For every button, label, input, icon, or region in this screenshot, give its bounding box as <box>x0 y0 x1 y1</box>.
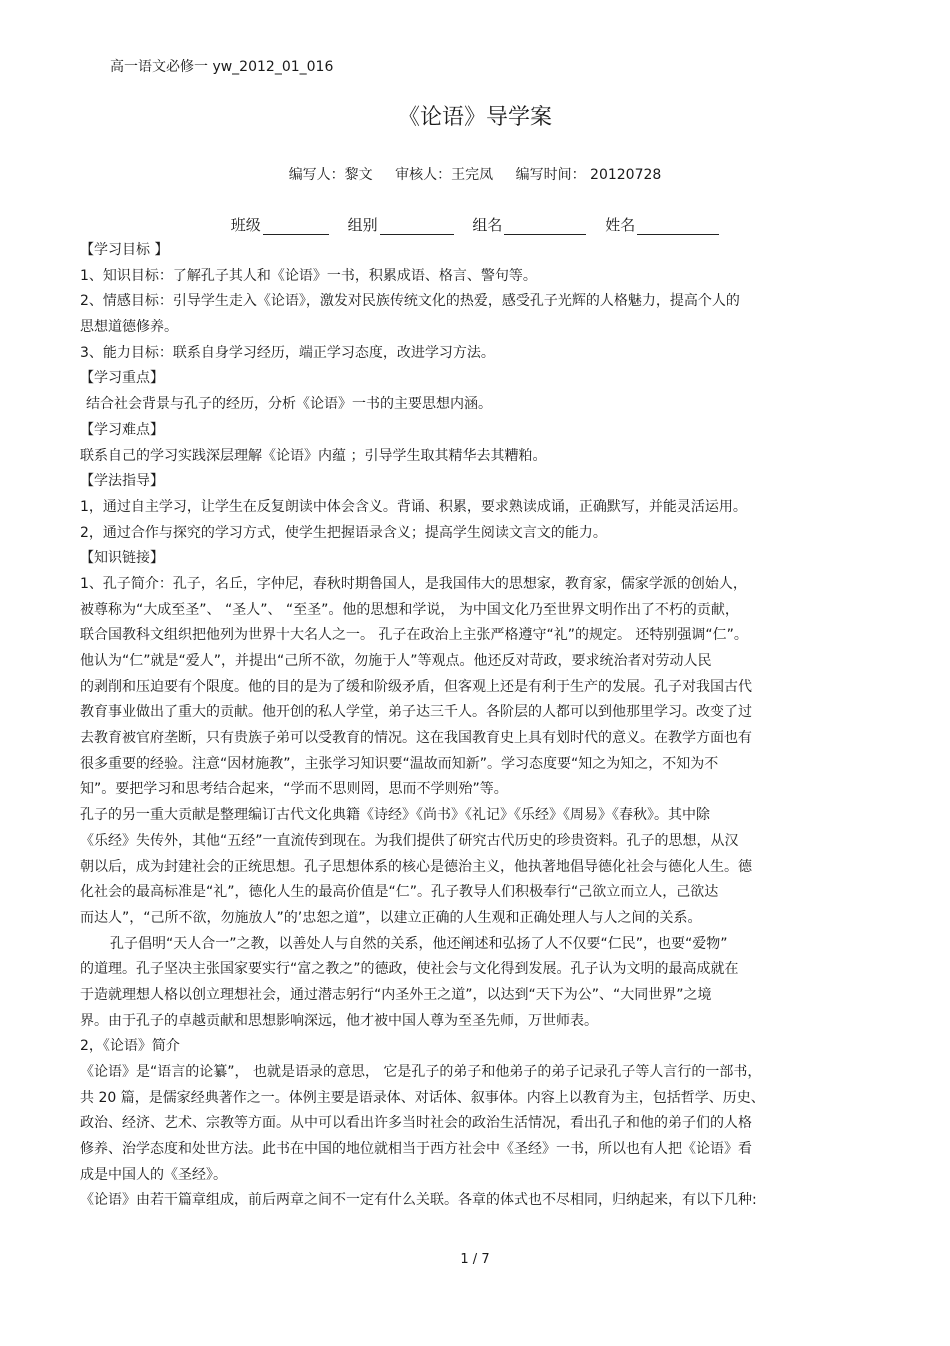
text-line: 孔子的另一重大贡献是整理编订古代文化典籍《诗经》《尚书》《礼记》《乐经》《周易》《春秋》。其中除 <box>80 807 710 824</box>
text-line: 《乐经》失传外，其他“五经”一直流传到现在。为我们提供了研究古代历史的珍贵资料。孔子的思想，从汉 <box>80 832 739 849</box>
text-line: 很多重要的经验。注意“因材施教”，主张学习知识要“温故而知新”。学习态度要“知之为知之，不知为不 <box>80 755 719 772</box>
section-heading-method: 【学法指导】 <box>80 473 164 490</box>
text-line: 教育事业做出了重大的贡献。他开创的私人学堂，弟子达三千人。各阶层的人都可以到他那里学习。改变了过 <box>80 704 752 721</box>
text-line: 1、知识目标：了解孔子其人和《论语》一书，积累成语、格言、警句等。 <box>80 267 537 284</box>
author-info <box>0 164 950 184</box>
text-line: 而达人”，“己所不欲，勿施放人”的’忠恕之道”，以建立正确的人生观和正确处理人与人之间的关系。 <box>80 909 702 926</box>
class-blank[interactable] <box>263 218 329 235</box>
student-info-fields <box>0 214 950 235</box>
text-line: 他认为“仁”就是“爱人”，并提出“己所不欲，勿施于人”等观点。他还反对苛政，要求统治者对劳动人民 <box>80 653 712 669</box>
group-name-label: 组名 <box>472 216 503 234</box>
text-line: 《论语》由若干篇章组成，前后两章之间不一定有什么关联。各章的体式也不尽相同，归纳起来，有以下几种: <box>80 1192 757 1209</box>
text-line: 联系自己的学习实践深层理解《论语》内蕴 ；引导学生取其精华去其糟粕。 <box>80 447 547 464</box>
class-label: 班级 <box>230 216 261 234</box>
text-line: 的剥削和压迫要有个限度。他的目的是为了缓和阶级矛盾，但客观上还是有利于生产的发展。孔子对我国古代 <box>80 678 752 695</box>
text-line: 于造就理想人格以创立理想社会，通过潜志躬行“内圣外王之道”，以达到“天下为公”、“大同世界”之境 <box>80 986 712 1003</box>
page-header: 高一语文必修一 yw_2012_01_016 <box>110 59 334 75</box>
text-line: 成是中国人的《圣经》。 <box>80 1166 227 1183</box>
section-heading-knowledge: 【知识链接】 <box>80 550 164 567</box>
section-heading-difficulties: 【学习难点】 <box>80 421 164 438</box>
text-line: 知”。要把学习和思考结合起来，“学而不思则罔，思而不学则殆”等。 <box>80 781 508 798</box>
section-heading-lunyu: 2，《论语》简介 <box>80 1038 180 1055</box>
page-number: 1 / 7 <box>460 1252 490 1267</box>
reviewer: 审核人：王完凤 <box>395 167 494 183</box>
text-line: 思想道德修养。 <box>80 319 178 336</box>
text-line: 2、情感目标：引导学生走入《论语》，激发对民族传统文化的热爱，感受孔子光辉的人格魅力，提高个人的 <box>80 293 740 310</box>
text-line: 3、能力目标：联系自身学习经历，端正学习态度，改进学习方法。 <box>80 344 495 361</box>
text-line: 被尊称为“大成至圣”、 “圣人”、 “至圣”。他的思想和学说， 为中国文化乃至世界文明作出了不朽的贡献， <box>80 601 739 618</box>
group-name-blank[interactable] <box>504 218 586 235</box>
text-line: 界。由于孔子的卓越贡献和思想影响深远，他才被中国人尊为至圣先师，万世师表。 <box>80 1012 598 1029</box>
text-line: 联合国教科文组织把他列为世界十大名人之一。 孔子在政治上主张严格遵守“礼”的规定。 还特别强调“仁”。 <box>80 627 748 644</box>
text-line: 1、孔子简介：孔子，名丘，字仲尼，春秋时期鲁国人，是我国伟大的思想家，教育家，儒家学派的创始人， <box>80 575 747 592</box>
text-line: 结合社会背景与孔子的经历，分析《论语》一书的主要思想内涵。 <box>86 396 492 413</box>
text-line: 朝以后，成为封建社会的正统思想。孔子思想体系的核心是德治主义，他执著地倡导德化社会与德化人生。德 <box>80 858 752 875</box>
writer: 编写人：黎文 <box>288 167 373 183</box>
group-label: 组别 <box>347 216 378 234</box>
section-heading-objectives: 【学习目标 】 <box>80 242 169 258</box>
group-blank[interactable] <box>380 218 454 235</box>
text-line: 的道理。孔子坚决主张国家要实行“富之教之”的德政，使社会与文化得到发展。孔子认为文明的最高成就在 <box>80 961 739 978</box>
text-line: 共 20 篇，是儒家经典著作之一。体例主要是语录体、对话体、叙事体。内容上以教育为主，包括哲学、历史、 <box>80 1089 765 1106</box>
write-time: 编写时间： 20120728 <box>515 167 662 183</box>
name-blank[interactable] <box>637 218 719 235</box>
text-line: 孔子倡明“天人合一”之教，以善处人与自然的关系，他还阐述和弘扬了人不仅要“仁民”，也要“爱物” <box>110 935 728 952</box>
document-title: 《论语》导学案 <box>397 105 552 130</box>
text-line: 1，通过自主学习，让学生在反复朗读中体会含义。背诵、积累，要求熟读成诵，正确默写，并能灵活运用。 <box>80 498 747 515</box>
text-line: 去教育被官府垄断，只有贵族子弟可以受教育的情况。这在我国教育史上具有划时代的意义。在教学方面也有 <box>80 730 752 747</box>
section-heading-keypoints: 【学习重点】 <box>80 370 164 387</box>
text-line: 政治、经济、艺术、宗教等方面。从中可以看出许多当时社会的政治生活情况，看出孔子和他的弟子们的人格 <box>80 1115 752 1132</box>
text-line: 2，通过合作与探究的学习方式，使学生把握语录含义；提高学生阅读文言文的能力。 <box>80 524 607 541</box>
name-label: 姓名 <box>605 216 636 234</box>
document-body <box>80 238 880 1214</box>
text-line: 化社会的最高标准是“礼”，德化人生的最高价值是“仁”。孔子教导人们积极奉行“己欲立而立人，己欲达 <box>80 884 719 901</box>
text-line: 修养、治学态度和处世方法。此书在中国的地位就相当于西方社会中《圣经》一书，所以也有人把《论语》看 <box>80 1141 752 1158</box>
text-line: 《论语》是“语言的论纂”， 也就是语录的意思， 它是孔子的弟子和他弟子的弟子记录孔子等人言行的一部书， <box>80 1064 762 1080</box>
